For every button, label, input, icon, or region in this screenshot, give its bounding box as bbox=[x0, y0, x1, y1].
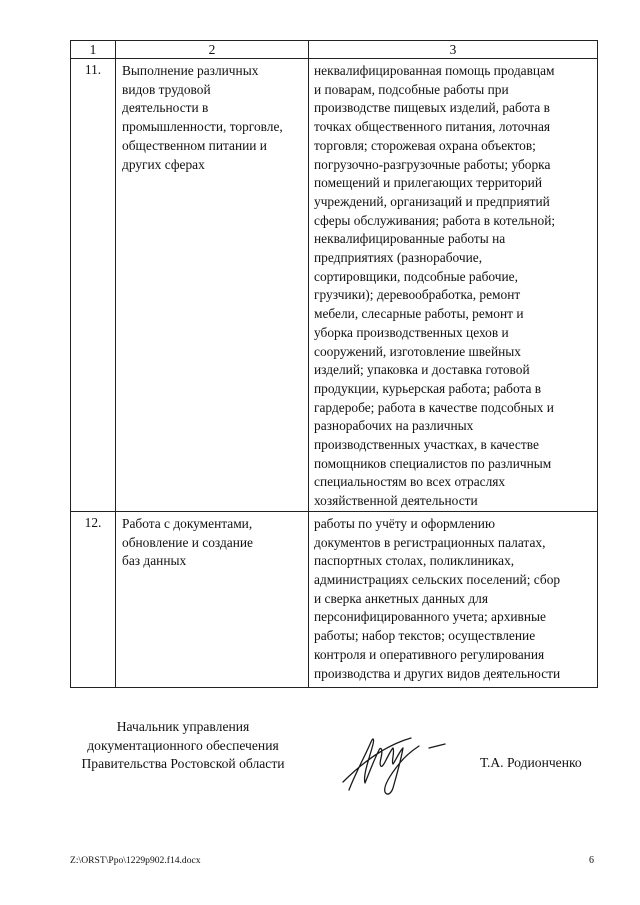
signatory-title-line: Правительства Ростовской области bbox=[81, 756, 285, 771]
description-line: помещений и прилегающих территорий bbox=[314, 175, 542, 191]
description-line: производства и других видов деятельности bbox=[314, 665, 561, 681]
work-types-table bbox=[70, 40, 598, 688]
description-line: персонифицированного учета; архивные bbox=[314, 609, 546, 625]
row-number: 12. bbox=[71, 511, 116, 687]
work-type-cell bbox=[116, 59, 309, 512]
description-line: точках общественного питания, лоточная bbox=[314, 119, 551, 135]
work-type-line: баз данных bbox=[122, 553, 187, 569]
description-cell bbox=[309, 511, 598, 687]
column-header-2: 2 bbox=[116, 41, 309, 59]
description-line: специальностям во всех отраслях bbox=[314, 474, 506, 490]
description-cell bbox=[309, 59, 598, 512]
description-line: погрузочно-разгрузочные работы; уборка bbox=[314, 156, 551, 172]
description-line: паспортных столах, поликлиниках, bbox=[314, 553, 515, 569]
description-line: уборка производственных цехов и bbox=[314, 324, 509, 340]
row-number: 11. bbox=[71, 59, 116, 512]
description-line: учреждений, организаций и предприятий bbox=[314, 193, 550, 209]
signatory-name: Т.А. Родионченко bbox=[480, 755, 582, 770]
work-type-line: других сферах bbox=[122, 156, 205, 172]
description-line: предприятиях (разнорабочие, bbox=[314, 250, 483, 266]
description-line: неквалифицированные работы на bbox=[314, 231, 506, 247]
description-line: сооружений, изготовление швейных bbox=[314, 343, 522, 359]
description-line: грузчики); деревообработка, ремонт bbox=[314, 287, 521, 303]
work-type-line: обновление и создание bbox=[122, 534, 253, 550]
description-line: торговля; сторожевая охрана объектов; bbox=[314, 137, 536, 153]
description-line: неквалифицированная помощь продавцам bbox=[314, 63, 555, 78]
work-type-line: Работа с документами, bbox=[122, 515, 253, 531]
handwritten-signature bbox=[335, 728, 455, 798]
footer-file-path: Z:\ORST\Ppo\1229p902.f14.docx bbox=[70, 855, 201, 866]
description-line: хозяйственной деятельности bbox=[314, 493, 478, 509]
table-row bbox=[71, 511, 598, 687]
signatory-title bbox=[64, 718, 302, 774]
page-number: 6 bbox=[589, 855, 594, 866]
work-type-line: общественном питании и bbox=[122, 137, 267, 153]
description-line: помощников специалистов по различным bbox=[314, 455, 552, 471]
table-header-row bbox=[71, 41, 598, 59]
description-line: разнорабочих на различных bbox=[314, 418, 474, 434]
description-line: производственных участках, в качестве bbox=[314, 437, 539, 453]
table-row bbox=[71, 59, 598, 512]
column-header-3: 3 bbox=[309, 41, 598, 59]
work-type-line: Выполнение различных bbox=[122, 63, 259, 78]
description-line: гардеробе; работа в качестве подсобных и bbox=[314, 399, 554, 415]
description-line: и сверка анкетных данных для bbox=[314, 590, 488, 606]
description-line: работы; набор текстов; осуществление bbox=[314, 628, 536, 644]
description-line: мебели, слесарные работы, ремонт и bbox=[314, 306, 524, 322]
work-type-line: деятельности в bbox=[122, 100, 209, 116]
description-line: документов в регистрационных палатах, bbox=[314, 534, 546, 550]
work-type-line: видов трудовой bbox=[122, 81, 211, 97]
description-line: работы по учёту и оформлению bbox=[314, 515, 495, 531]
description-line: и поварам, подсобные работы при bbox=[314, 81, 509, 97]
description-line: продукции, курьерская работа; работа в bbox=[314, 380, 542, 396]
column-header-1: 1 bbox=[71, 41, 116, 59]
signatory-title-line: Начальник управления bbox=[116, 719, 250, 734]
description-line: контроля и оперативного регулирования bbox=[314, 646, 545, 662]
work-type-line: промышленности, торговле, bbox=[122, 119, 283, 135]
description-line: изделий; упаковка и доставка готовой bbox=[314, 362, 530, 378]
signatory-title-line: документационного обеспечения bbox=[87, 737, 279, 753]
description-line: сферы обслуживания; работа в котельной; bbox=[314, 212, 556, 228]
description-line: администрациях сельских поселений; сбор bbox=[314, 571, 561, 587]
description-line: производстве пищевых изделий, работа в bbox=[314, 100, 550, 116]
work-type-cell bbox=[116, 511, 309, 687]
description-line: сортировщики, подсобные рабочие, bbox=[314, 268, 518, 284]
